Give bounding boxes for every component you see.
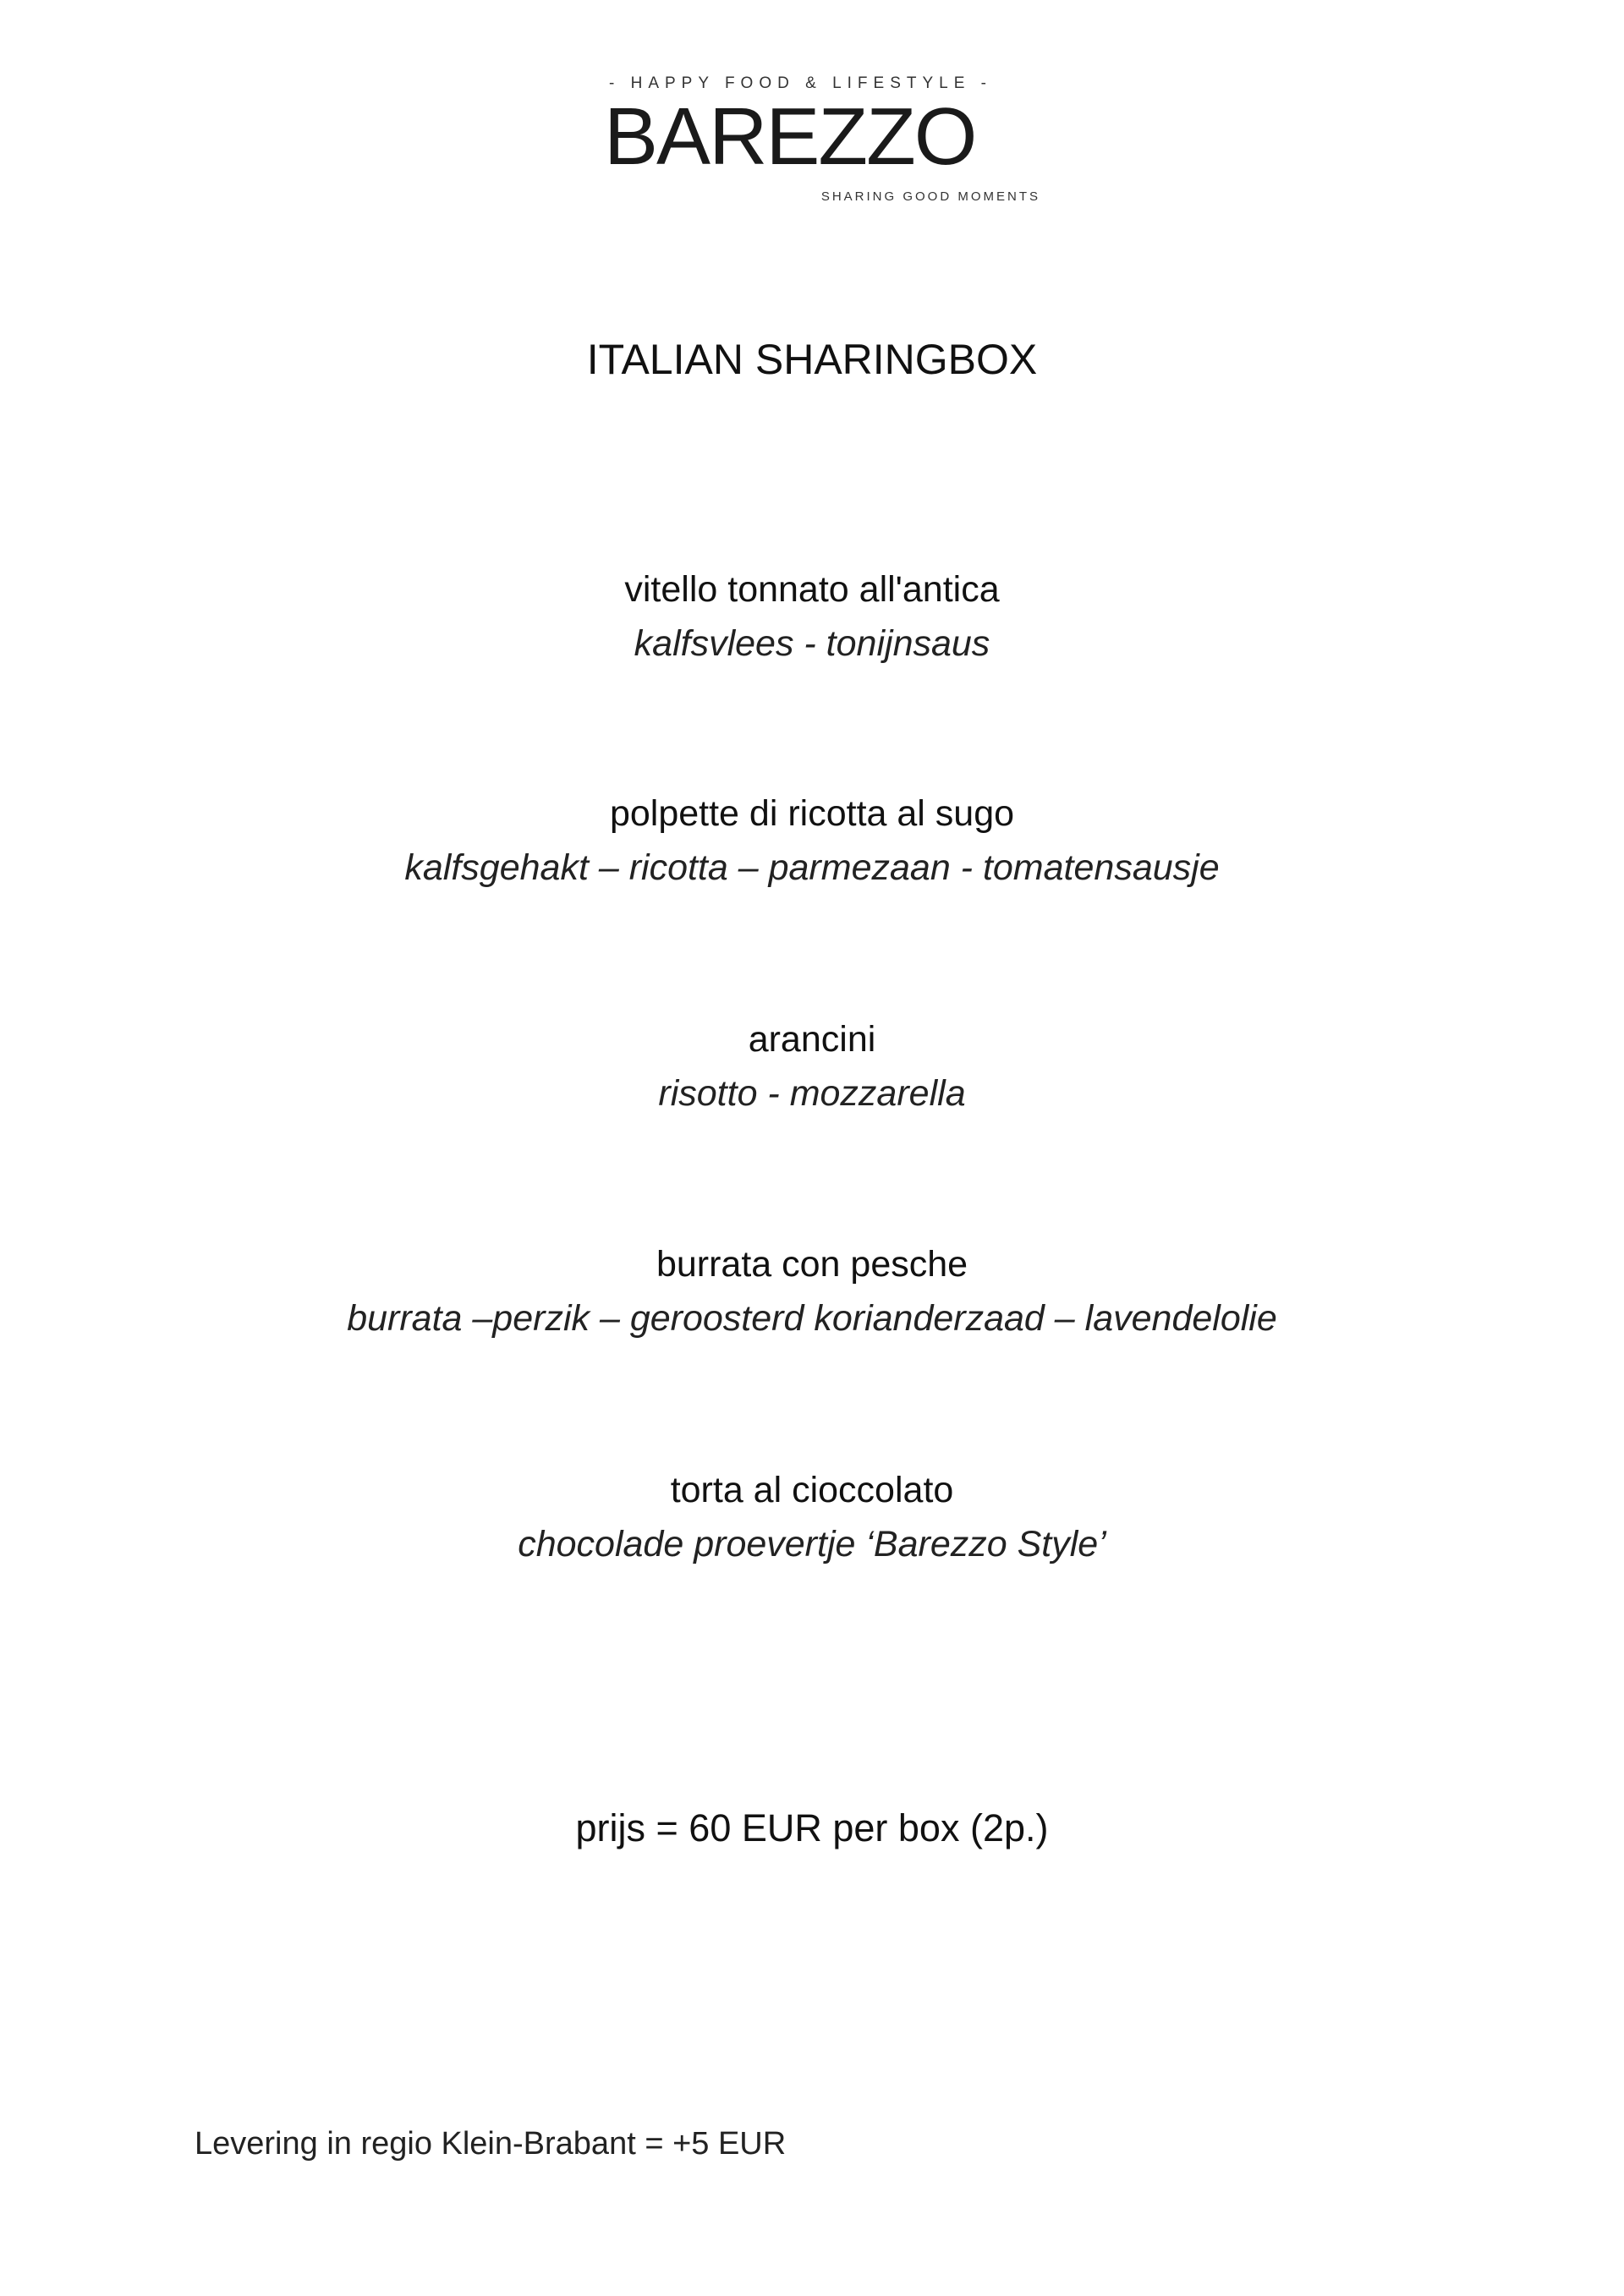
dish-description: risotto - mozzarella xyxy=(658,1073,966,1114)
page-title: ITALIAN SHARINGBOX xyxy=(586,336,1038,383)
logo-tagline-top: - HAPPY FOOD & LIFESTYLE - xyxy=(609,74,992,92)
dish-name: burrata con pesche xyxy=(656,1244,968,1285)
dish-name: polpette di ricotta al sugo xyxy=(609,793,1015,834)
menu-item xyxy=(0,1463,1624,1571)
dish-description: chocolade proevertje ‘Barezzo Style’ xyxy=(518,1524,1106,1564)
brand-logo xyxy=(0,74,1624,218)
dish-name: vitello tonnato all'antica xyxy=(624,569,1000,610)
dish-description: burrata –perzik – geroosterd korianderzaad – lavendelolie xyxy=(347,1298,1277,1339)
menu-item xyxy=(0,562,1624,671)
logo-tagline-bottom: SHARING GOOD MOMENTS xyxy=(820,189,1040,204)
dish-description: kalfsgehakt – ricotta – parmezaan - tomatensausje xyxy=(404,847,1220,888)
menu-item xyxy=(0,1237,1624,1345)
menu-item xyxy=(0,1012,1624,1121)
dish-description: kalfsvlees - tonijnsaus xyxy=(634,623,990,664)
menu-item xyxy=(0,786,1624,895)
dish-name: torta al cioccolato xyxy=(670,1470,954,1510)
logo-brand-name: BAREZZO xyxy=(604,91,976,182)
dish-name: arancini xyxy=(748,1019,876,1060)
price-line: prijs = 60 EUR per box (2p.) xyxy=(575,1806,1049,1849)
delivery-note: Levering in regio Klein-Brabant = +5 EUR xyxy=(195,2126,787,2162)
